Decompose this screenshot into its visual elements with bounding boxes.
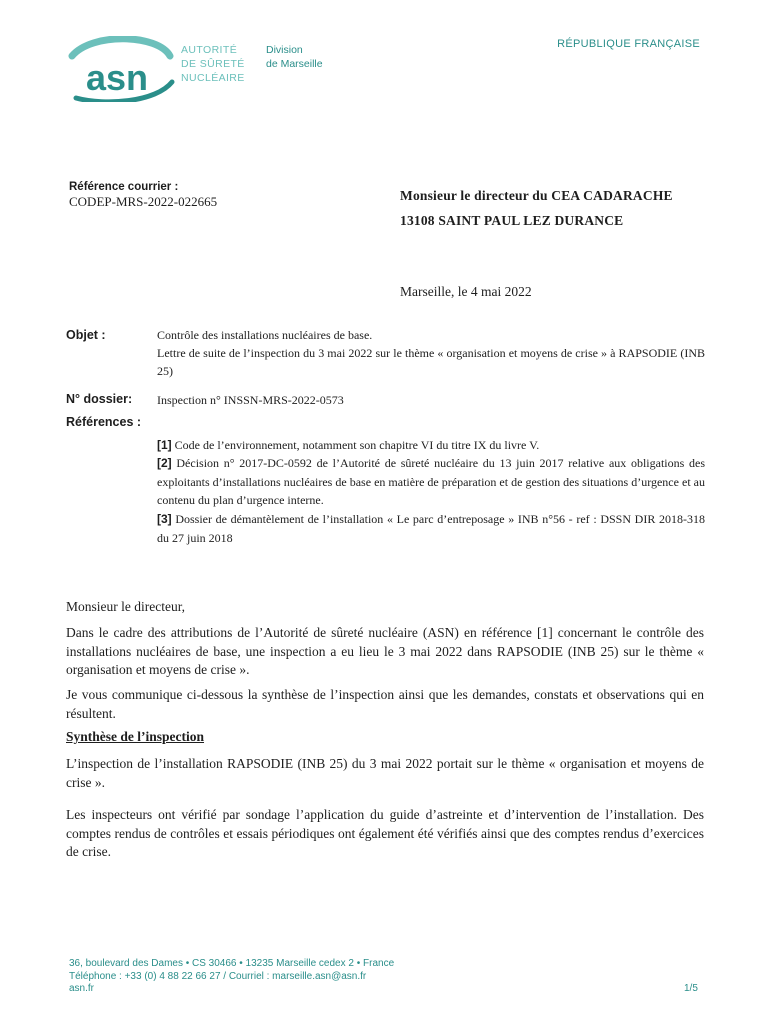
dossier-label: N° dossier: — [66, 392, 133, 406]
page-number: 1/5 — [684, 983, 698, 994]
reference-number: [3] — [157, 512, 172, 526]
reference-text: Dossier de démantèlement de l’installation « Le parc d’entreposage » INB n°56 - ref : DSSN DIR 2018-318 du 27 juin 2018 — [157, 512, 705, 545]
footer-address: 36, boulevard des Dames • CS 30466 • 13235 Marseille cedex 2 • France — [69, 958, 395, 969]
objet-label: Objet : — [66, 328, 106, 342]
paragraph-1: Dans le cadre des attributions de l’Autorité de sûreté nucléaire (ASN) en référence [1] concernant le contrôle des installations nucléaires de base, une inspection a eu lieu le 3 mai 2022 dans RAPSODIE (INB 25) sur le thème « organisation et moyens de crise ». — [66, 625, 704, 677]
footer-website[interactable]: asn.fr — [69, 983, 95, 994]
date-line: Marseille, le 4 mai 2022 — [400, 284, 532, 299]
dossier-value: Inspection n° INSSN-MRS-2022-0573 — [157, 393, 344, 407]
authority-line-2: DE SÛRETÉ — [181, 58, 245, 70]
paragraph-4: Les inspecteurs ont vérifié par sondage l’application du guide d’astreinte et d’intervention de l’installation. Des comptes rendus de contrôles et essais périodiques ont également été vérifiés ainsi que des comptes rendus d’exercices de crise. — [66, 807, 704, 859]
objet-text — [157, 326, 705, 380]
salutation: Monsieur le directeur, — [66, 599, 186, 614]
asn-logo — [66, 36, 178, 107]
division-line-1: Division — [266, 44, 303, 56]
footer-phone-email: Téléphone : +33 (0) 4 88 22 66 27 / Courriel : marseille.asn@asn.fr — [69, 970, 367, 982]
paragraph-2: Je vous communique ci-dessous la synthèse de l’inspection ainsi que les demandes, constats et observations qui en résultent. — [66, 687, 704, 721]
reference-value: CODEP-MRS-2022-022665 — [69, 194, 218, 209]
division-name — [266, 43, 323, 71]
paragraph-3: L’inspection de l’installation RAPSODIE (INB 25) du 3 mai 2022 portait sur le thème « organisation et moyens de crise ». — [66, 756, 704, 790]
footer-contact — [69, 958, 394, 996]
republic-label: RÉPUBLIQUE FRANÇAISE — [557, 38, 700, 50]
authority-name — [181, 43, 245, 85]
recipient-line-2: 13108 SAINT PAUL LEZ DURANCE — [400, 213, 624, 228]
reference-item-2 — [157, 454, 705, 510]
reference-number: [1] — [157, 438, 172, 452]
reference-label: Référence courrier : — [69, 181, 179, 193]
objet-line-1: Contrôle des installations nucléaires de base. — [157, 328, 373, 342]
reference-number: [2] — [157, 456, 172, 470]
logo-text: asn — [86, 57, 149, 98]
references-label: Références : — [66, 415, 142, 429]
division-line-2: de Marseille — [266, 58, 323, 70]
objet-line-2: Lettre de suite de l’inspection du 3 mai 2022 sur le thème « organisation et moyens de crise » à RAPSODIE (INB 25) — [157, 346, 705, 378]
reference-text: Code de l’environnement, notamment son chapitre VI du titre IX du livre V. — [174, 438, 540, 452]
recipient-line-1: Monsieur le directeur du CEA CADARACHE — [400, 188, 673, 203]
reference-item-3 — [157, 510, 705, 547]
authority-line-3: NUCLÉAIRE — [181, 72, 245, 84]
section-title: Synthèse de l’inspection — [66, 729, 205, 744]
reference-text: Décision n° 2017-DC-0592 de l’Autorité de sûreté nucléaire du 13 juin 2017 relative aux obligations des exploitants d’installations nucléaires de base en matière de préparation et de gestion des situations d’urgence et au contenu du plan d’urgence interne. — [157, 456, 706, 507]
reference-item-1 — [157, 436, 705, 455]
authority-line-1: AUTORITÉ — [181, 44, 238, 56]
